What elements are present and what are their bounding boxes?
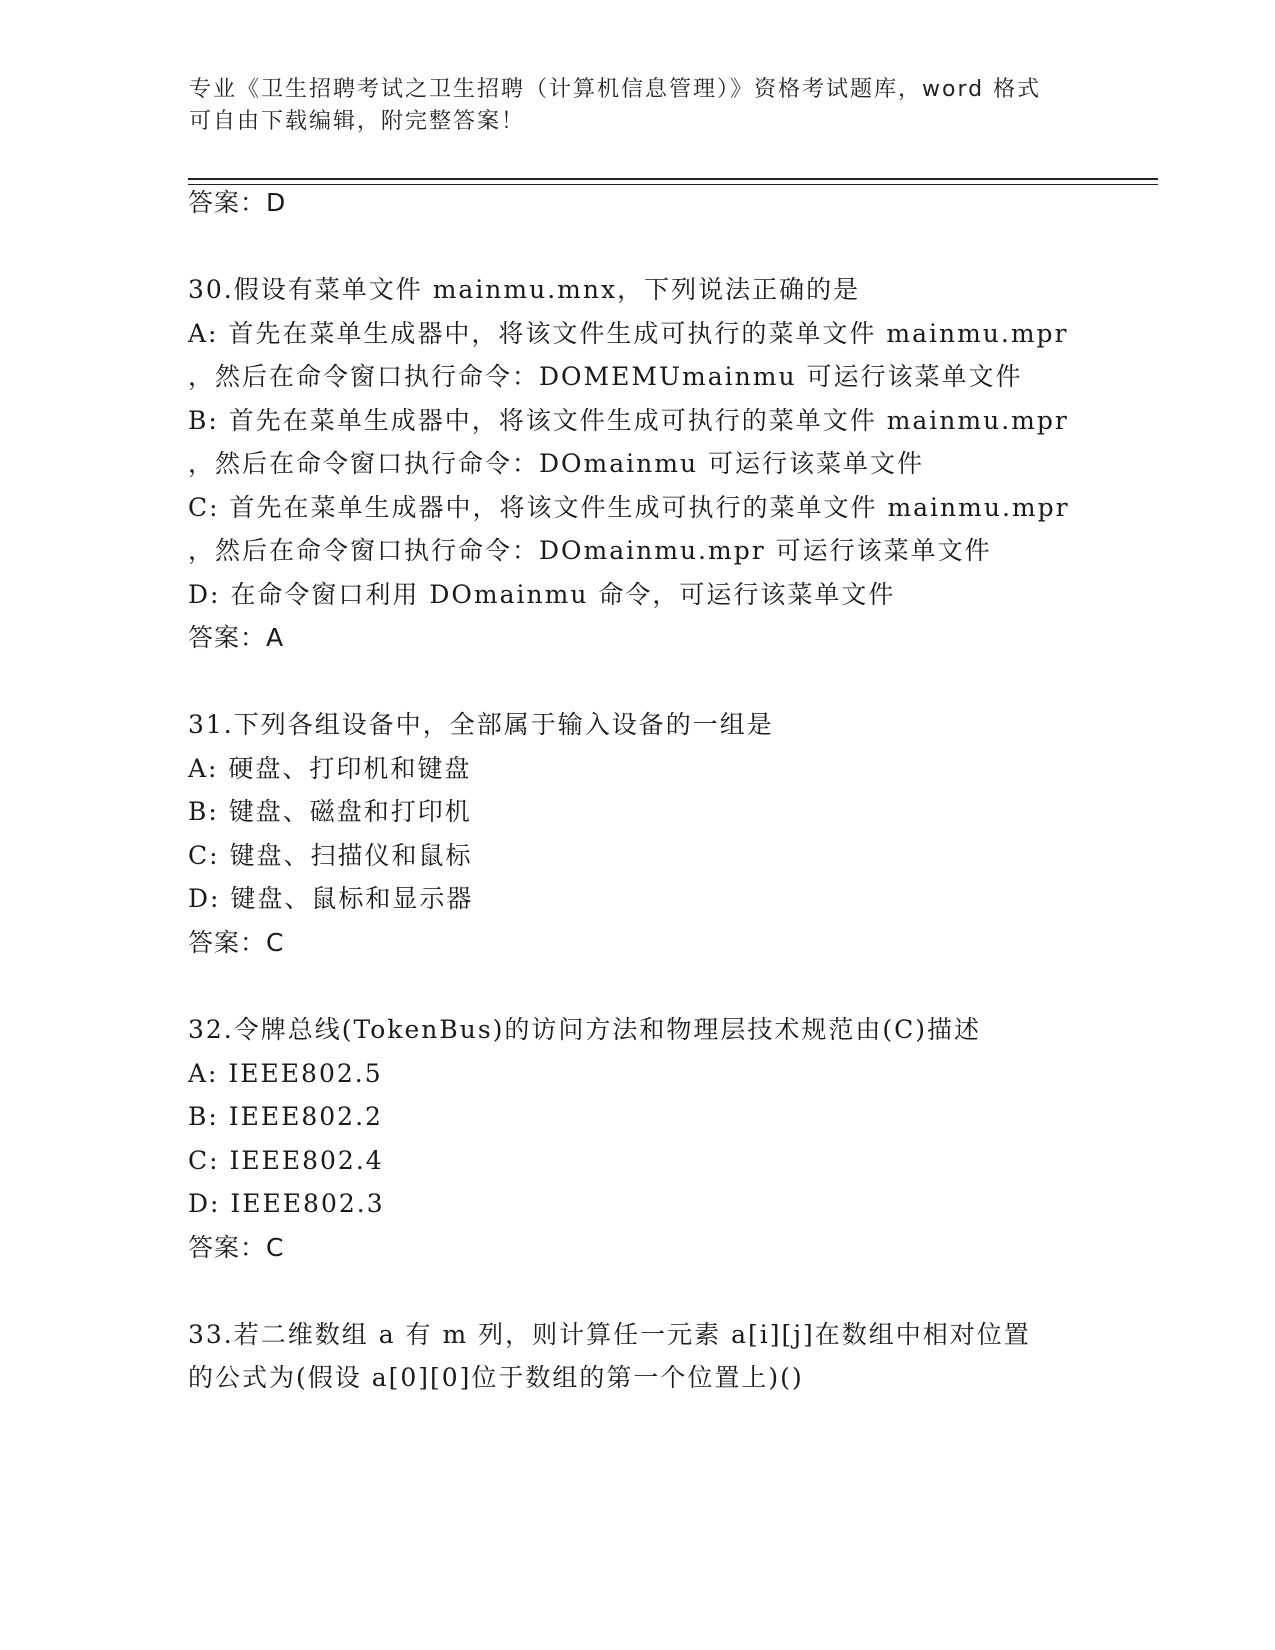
q31-question: 31.下列各组设备中，全部属于输入设备的一组是 bbox=[188, 710, 774, 739]
q31-option-d: D: 键盘、鼠标和显示器 bbox=[188, 884, 474, 913]
q30-option-a-line2: ，然后在命令窗口执行命令：DOMEMUmainmu 可运行该菜单文件 bbox=[188, 362, 1023, 391]
q30-option-b-line1: B: 首先在菜单生成器中，将该文件生成可执行的菜单文件 mainmu.mpr bbox=[188, 406, 1069, 435]
q30-option-c-line2: ，然后在命令窗口执行命令：DOmainmu.mpr 可运行该菜单文件 bbox=[188, 536, 992, 565]
q33-question-line1: 33.若二维数组 a 有 m 列，则计算任一元素 a[i][j]在数组中相对位置 bbox=[188, 1320, 1031, 1349]
q30-option-d: D: 在命令窗口利用 DOmainmu 命令，可运行该菜单文件 bbox=[188, 580, 896, 609]
q32-question: 32.令牌总线(TokenBus)的访问方法和物理层技术规范由(C)描述 bbox=[188, 1015, 982, 1044]
page-header bbox=[189, 74, 1069, 138]
q32-option-a: A: IEEE802.5 bbox=[188, 1059, 383, 1088]
q31-option-a: A: 硬盘、打印机和键盘 bbox=[188, 754, 472, 783]
q32-option-c: C: IEEE802.4 bbox=[188, 1146, 384, 1175]
q31-option-b: B: 键盘、磁盘和打印机 bbox=[188, 797, 472, 826]
q29-answer: 答案：D bbox=[188, 188, 287, 217]
q33-question-line2: 的公式为(假设 a[0][0]位于数组的第一个位置上)() bbox=[188, 1363, 804, 1392]
q32-option-b: B: IEEE802.2 bbox=[188, 1102, 383, 1131]
q32-answer: 答案：C bbox=[188, 1233, 285, 1262]
q30-option-a-line1: A: 首先在菜单生成器中，将该文件生成可执行的菜单文件 mainmu.mpr bbox=[188, 319, 1069, 348]
q32-option-d: D: IEEE802.3 bbox=[188, 1189, 385, 1218]
q31-option-c: C: 键盘、扫描仪和鼠标 bbox=[188, 841, 473, 870]
header-rule-thick bbox=[188, 178, 1158, 180]
q31-answer: 答案：C bbox=[188, 928, 285, 957]
q30-answer: 答案：A bbox=[188, 623, 285, 652]
header-rule-thin bbox=[188, 184, 1158, 185]
q30-question: 30.假设有菜单文件 mainmu.mnx，下列说法正确的是 bbox=[188, 275, 861, 304]
q30-option-b-line2: ，然后在命令窗口执行命令：DOmainmu 可运行该菜单文件 bbox=[188, 449, 925, 478]
q30-option-c-line1: C: 首先在菜单生成器中，将该文件生成可执行的菜单文件 mainmu.mpr bbox=[188, 493, 1070, 522]
header-line-1: 专业《卫生招聘考试之卫生招聘（计算机信息管理）》资格考试题库，word 格式 bbox=[189, 77, 1042, 102]
header-line-2: 可自由下载编辑，附完整答案！ bbox=[189, 109, 526, 134]
